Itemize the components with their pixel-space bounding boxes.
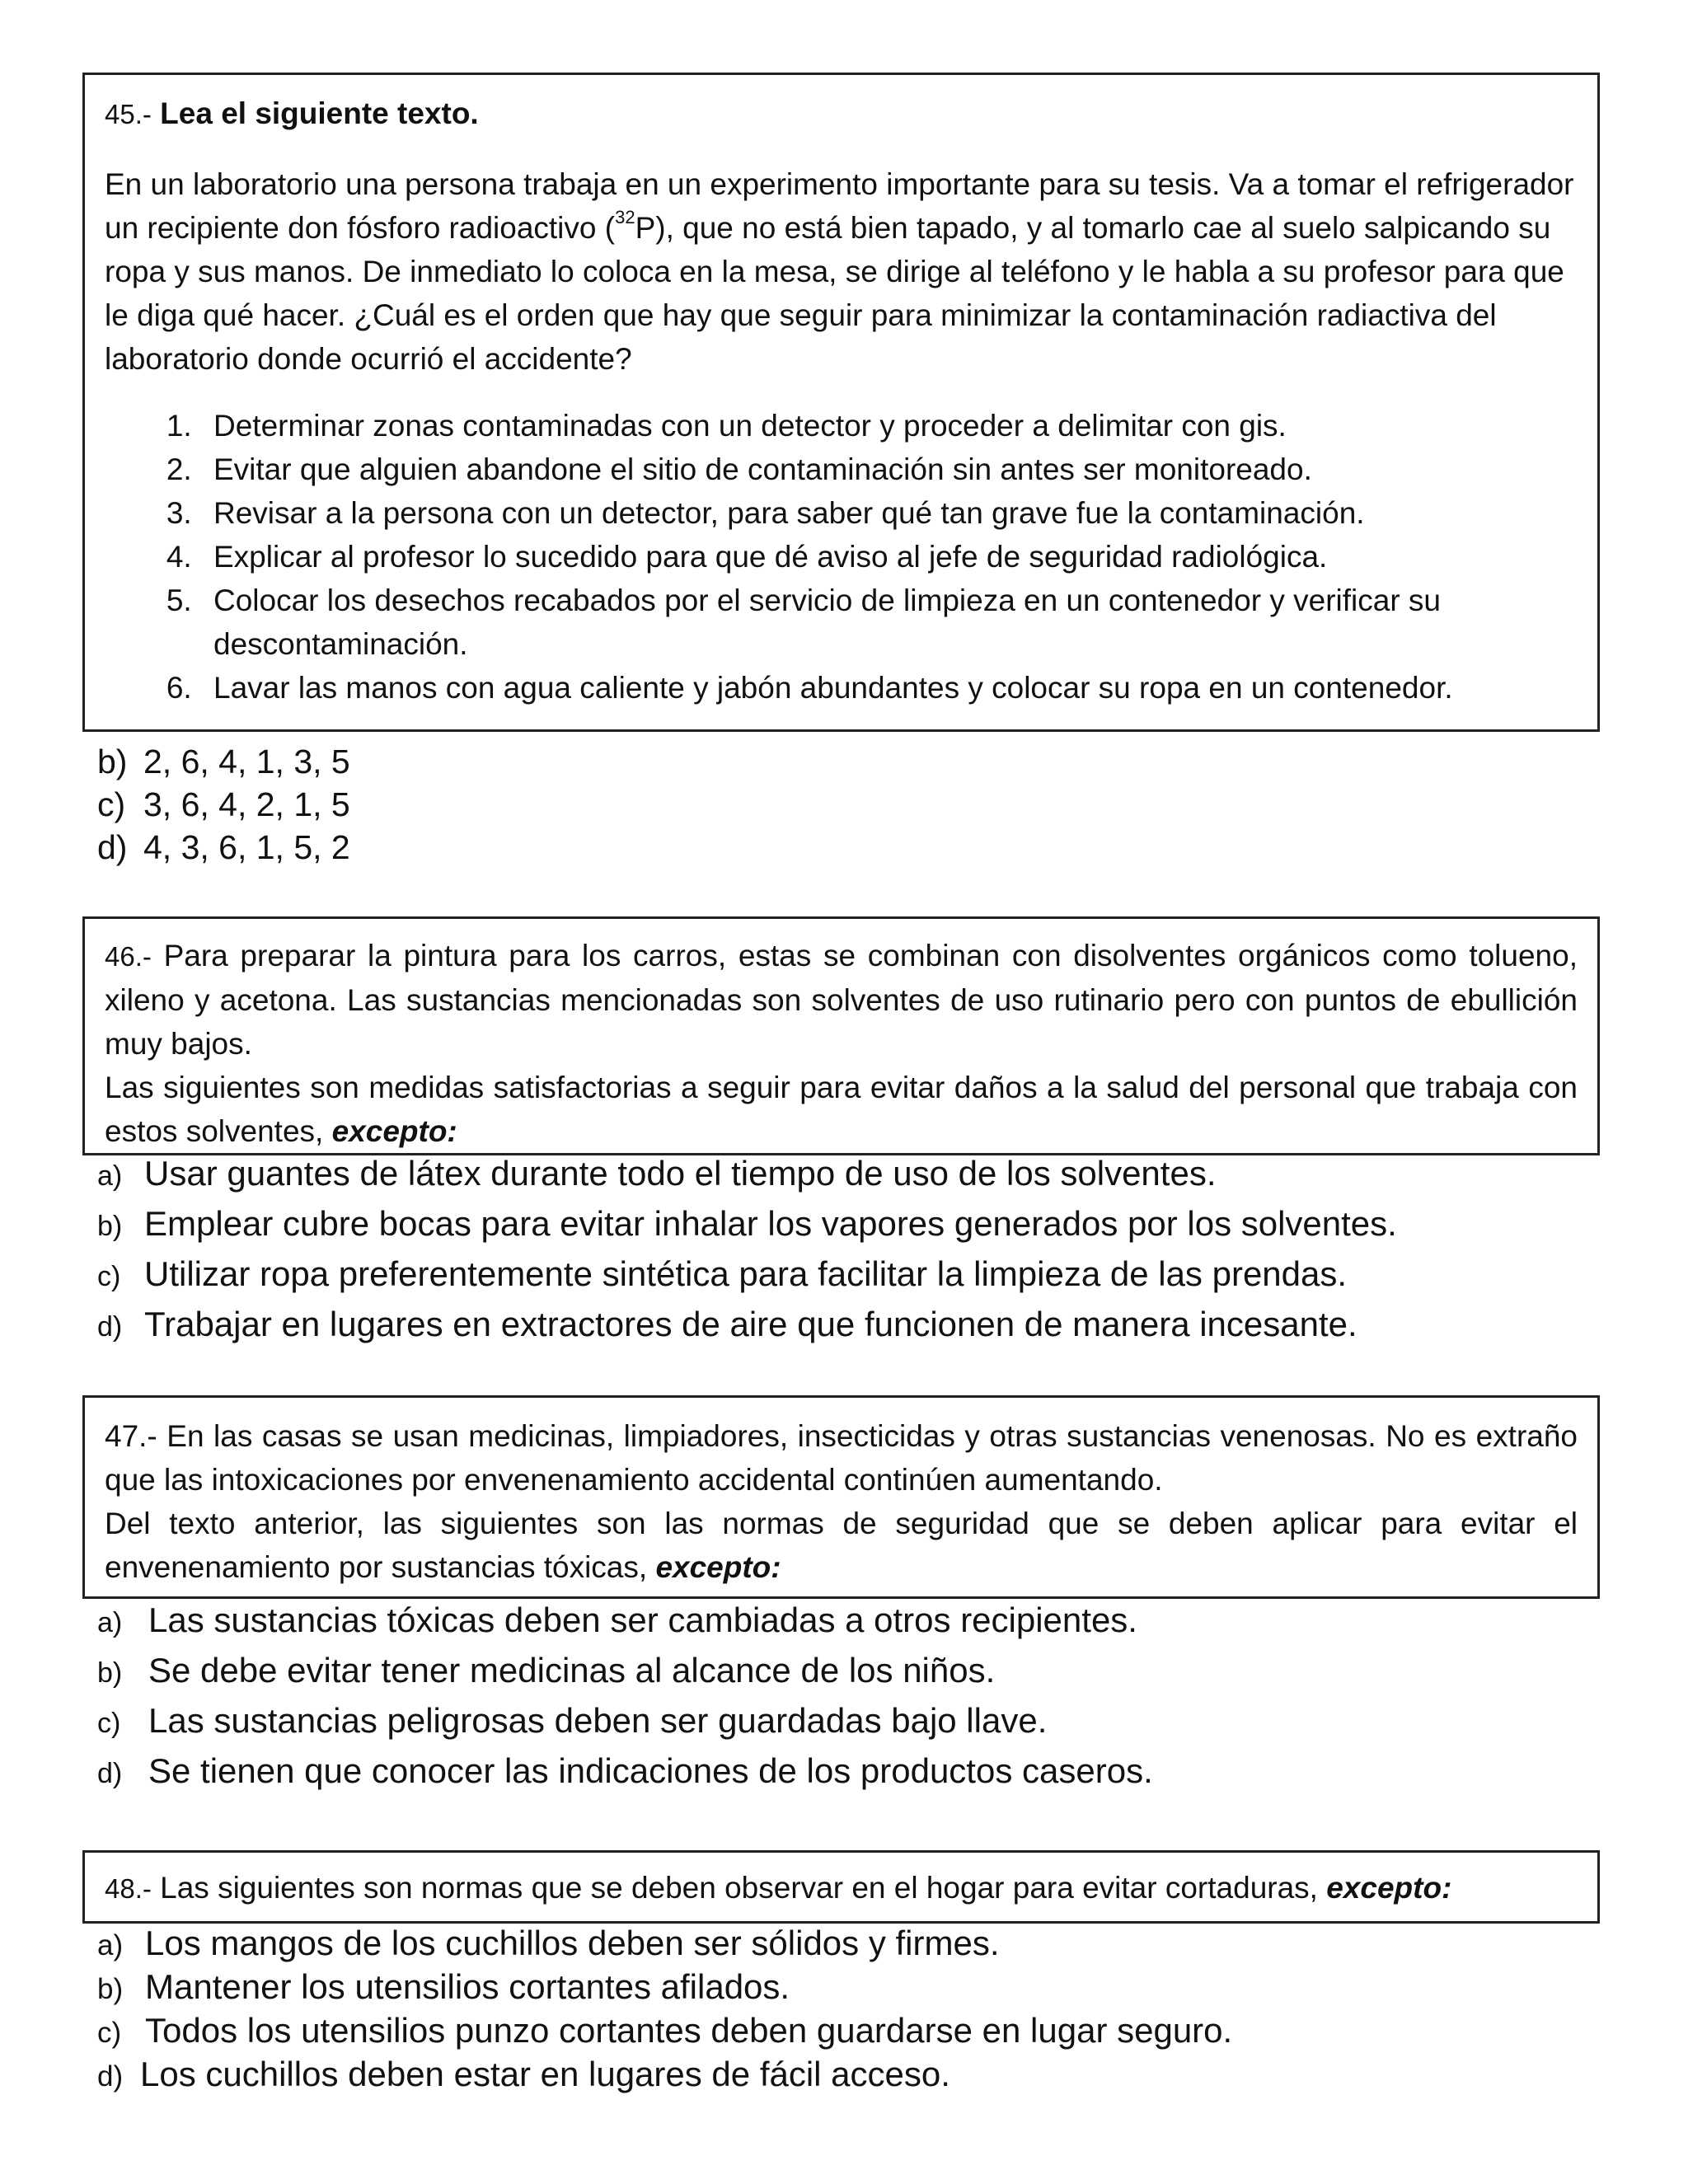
option-text: 3, 6, 4, 2, 1, 5 — [143, 785, 350, 823]
paragraph-text: En las casas se usan medicinas, limpiadores, insecticidas y otras sustancias venenosas. No es extraño que las intoxicaciones por envenenamiento accidental continúen aumentando. — [105, 1419, 1578, 1497]
q47-options — [97, 1596, 1153, 1797]
q47-option-a[interactable] — [97, 1596, 1153, 1647]
question-number: 45.- — [105, 99, 152, 129]
q47-option-b[interactable] — [97, 1647, 1153, 1697]
excepto-emphasis: excepto: — [1326, 1871, 1452, 1905]
q46-option-a[interactable] — [97, 1150, 1397, 1200]
q47-option-d[interactable] — [97, 1747, 1153, 1797]
option-letter: d) — [97, 1758, 123, 1789]
step-item: 4. Explicar al profesor lo sucedido para que dé aviso al jefe de seguridad radiológica. — [200, 535, 1578, 579]
question-number: 46.- — [105, 941, 152, 972]
option-letter: a) — [97, 1160, 123, 1192]
option-letter: c) — [97, 1708, 121, 1739]
step-item: 5. Colocar los desechos recabados por el servicio de limpieza en un contenedor y verificar su descontaminación. — [200, 579, 1578, 666]
q48-option-d[interactable] — [97, 2054, 1232, 2097]
option-letter: d) — [97, 1311, 123, 1343]
question-45-passage — [105, 162, 1578, 381]
paragraph-text: Del texto anterior, las siguientes son las normas de seguridad que se deben aplicar para evitar el envenenamiento por sustancias tóxicas, — [105, 1507, 1578, 1584]
question-47-box — [82, 1395, 1600, 1599]
option-text: Mantener los utensilios cortantes afilados. — [145, 1967, 790, 2006]
q46-options — [97, 1150, 1397, 1351]
q45-option-d[interactable] — [97, 826, 350, 869]
step-item: 3. Revisar a la persona con un detector, para saber qué tan grave fue la contaminación. — [200, 491, 1578, 535]
q46-option-b[interactable] — [97, 1200, 1397, 1250]
option-letter: b) — [97, 1657, 123, 1689]
q46-option-d[interactable] — [97, 1301, 1397, 1351]
question-number: 48.- — [105, 1873, 152, 1904]
option-letter: a) — [97, 1929, 124, 1961]
option-letter: d) — [97, 2060, 124, 2093]
question-46-paragraph-1 — [105, 934, 1578, 1066]
question-45-box — [82, 73, 1600, 732]
question-46-paragraph-2 — [105, 1066, 1578, 1153]
option-letter: d) — [97, 828, 128, 866]
paragraph-text: Las siguientes son medidas satisfactorias a seguir para evitar daños a la salud del personal que trabaja con estos solventes, — [105, 1071, 1578, 1148]
question-47-paragraph-1 — [105, 1414, 1578, 1502]
option-letter: c) — [97, 785, 126, 823]
question-48-paragraph — [105, 1866, 1578, 1910]
q46-option-c[interactable] — [97, 1250, 1397, 1301]
option-text: Se tienen que conocer las indicaciones de los productos caseros. — [148, 1751, 1153, 1790]
option-letter: c) — [97, 1261, 121, 1292]
option-text: 4, 3, 6, 1, 5, 2 — [143, 828, 350, 866]
option-text: Se debe evitar tener medicinas al alcance de los niños. — [148, 1651, 996, 1690]
option-letter: b) — [97, 743, 128, 780]
q45-options — [97, 740, 350, 869]
q48-option-c[interactable] — [97, 2010, 1232, 2054]
option-text: 2, 6, 4, 1, 3, 5 — [143, 743, 350, 780]
question-45-steps — [105, 404, 1578, 710]
paragraph-text: Las siguientes son normas que se deben observar en el hogar para evitar cortaduras, — [160, 1871, 1318, 1905]
passage-text: En un laboratorio una persona trabaja en un experimento importante para su tesis. Va a tomar el refrigerador un recipiente don fósforo radioactivo ( — [105, 167, 1574, 245]
option-letter: b) — [97, 1211, 123, 1242]
step-item: 6. Lavar las manos con agua caliente y jabón abundantes y colocar su ropa en un contenedor. — [200, 666, 1578, 710]
option-text: Emplear cubre bocas para evitar inhalar los vapores generados por los solventes. — [144, 1204, 1397, 1243]
option-text: Los cuchillos deben estar en lugares de fácil acceso. — [140, 2055, 950, 2093]
q48-option-b[interactable] — [97, 1966, 1232, 2010]
q45-option-c[interactable] — [97, 783, 350, 826]
isotope-mass: 32 — [615, 207, 635, 227]
option-letter: a) — [97, 1607, 123, 1638]
q47-option-c[interactable] — [97, 1697, 1153, 1747]
step-item: 2. Evitar que alguien abandone el sitio de contaminación sin antes ser monitoreado. — [200, 448, 1578, 491]
step-item: 1. Determinar zonas contaminadas con un detector y proceder a delimitar con gis. — [200, 404, 1578, 448]
passage-text: ), que no está bien tapado, y al tomarlo cae al suelo salpicando su ropa y sus manos. De inmediato lo coloca en la mesa, se dirige al teléfono y le habla a su profesor para que le diga qué hacer. ¿Cuál es el orden que hay que seguir para minimizar la contaminación radiactiva del laboratorio donde ocurrió el accidente? — [105, 211, 1564, 376]
question-48-box — [82, 1850, 1600, 1924]
question-number: 47.- — [105, 1419, 157, 1453]
option-text: Todos los utensilios punzo cortantes deben guardarse en lugar seguro. — [145, 2011, 1233, 2050]
option-text: Los mangos de los cuchillos deben ser sólidos y firmes. — [145, 1924, 1000, 1962]
question-title: Lea el siguiente texto. — [160, 96, 479, 130]
question-45-header — [105, 91, 1578, 136]
option-letter: c) — [97, 2017, 122, 2049]
option-text: Las sustancias peligrosas deben ser guardadas bajo llave. — [148, 1701, 1048, 1740]
q48-option-a[interactable] — [97, 1923, 1232, 1966]
isotope-symbol: P — [635, 211, 656, 245]
excepto-emphasis: excepto: — [331, 1114, 457, 1148]
excepto-emphasis: excepto: — [655, 1550, 781, 1584]
option-text: Trabajar en lugares en extractores de aire que funcionen de manera incesante. — [144, 1305, 1357, 1343]
q48-options — [97, 1923, 1232, 2097]
paragraph-text: Para preparar la pintura para los carros, estas se combinan con disolventes orgánicos como tolueno, xileno y acetona. Las sustancias mencionadas son solventes de uso rutinario pero con puntos de ebullición muy bajos. — [105, 939, 1578, 1061]
option-text: Las sustancias tóxicas deben ser cambiadas a otros recipientes. — [148, 1601, 1137, 1639]
option-text: Usar guantes de látex durante todo el tiempo de uso de los solventes. — [144, 1154, 1217, 1193]
option-letter: b) — [97, 1973, 124, 2005]
question-47-paragraph-2 — [105, 1502, 1578, 1589]
option-text: Utilizar ropa preferentemente sintética para facilitar la limpieza de las prendas. — [144, 1254, 1348, 1293]
q45-option-b[interactable] — [97, 740, 350, 783]
question-46-box — [82, 916, 1600, 1155]
